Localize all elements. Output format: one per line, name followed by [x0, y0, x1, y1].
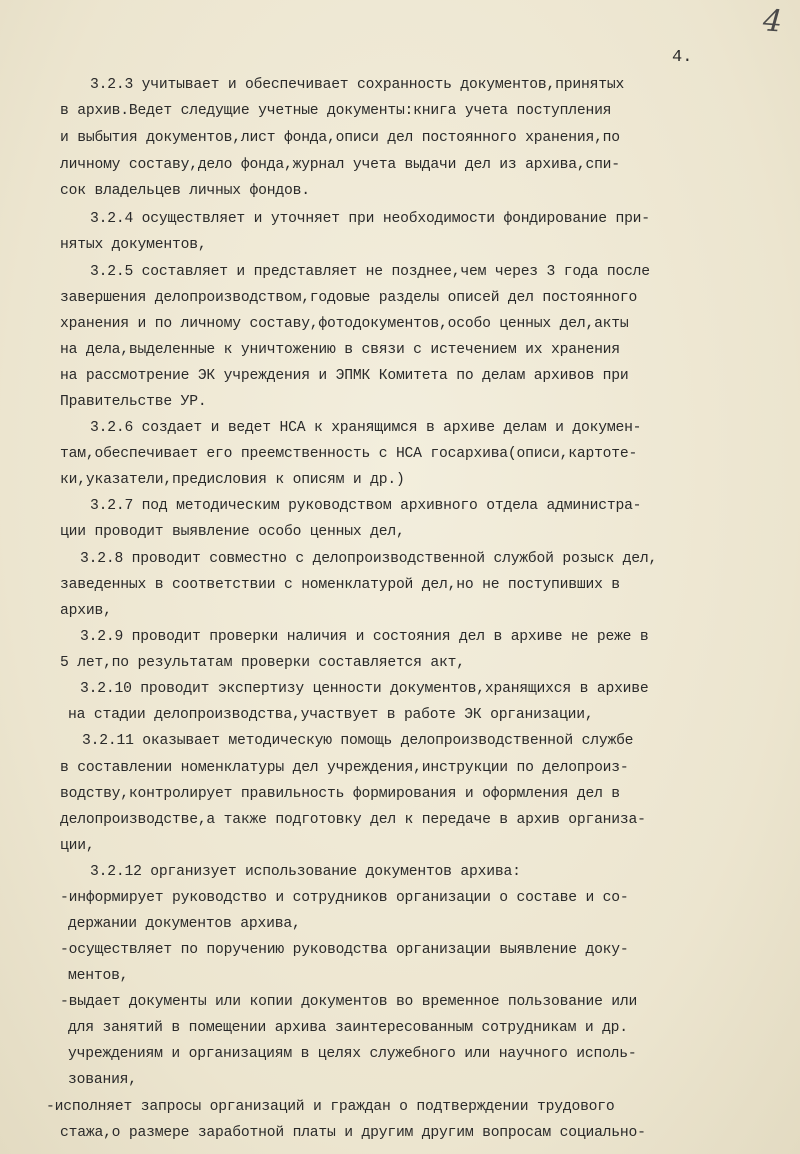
text-line: -исполняет запросы организаций и граждан о подтверждении трудового	[46, 1099, 615, 1115]
text-line: 3.2.4 осуществляет и уточняет при необходимости фондирование при-	[90, 211, 650, 227]
text-line: 5 лет,по результатам проверки составляется акт,	[60, 655, 465, 671]
text-line: водству,контролирует правильность формирования и оформления дел в	[60, 786, 620, 802]
text-line: зования,	[68, 1072, 137, 1088]
text-line: там,обеспечивает его преемственность с НСА госархива(описи,картоте-	[60, 446, 638, 462]
text-line: и выбытия документов,лист фонда,описи дел постоянного хранения,по	[60, 130, 620, 146]
text-line: ментов,	[68, 968, 129, 984]
text-line: 3.2.8 проводит совместно с делопроизводственной службой розыск дел,	[80, 551, 658, 567]
text-line: стажа,о размере заработной платы и другим другим вопросам социально-	[60, 1125, 646, 1141]
text-line: ки,указатели,предисловия к описям и др.)	[60, 472, 405, 488]
text-line: на рассмотрение ЭК учреждения и ЭПМК Комитета по делам архивов при	[60, 368, 629, 384]
text-line: -осуществляет по поручению руководства организации выявление доку-	[60, 942, 629, 958]
text-line: личному составу,дело фонда,журнал учета выдачи дел из архива,спи-	[60, 157, 620, 173]
text-line: на дела,выделенные к уничтожению в связи с истечением их хранения	[60, 342, 620, 358]
text-line: 3.2.6 создает и ведет НСА к хранящимся в архиве делам и докумен-	[90, 420, 642, 436]
text-line: 3.2.3 учитывает и обеспечивает сохранность документов,принятых	[90, 77, 625, 93]
text-line: хранения и по личному составу,фотодокументов,особо ценных дел,акты	[60, 316, 629, 332]
text-line: 3.2.7 под методическим руководством архивного отдела администра-	[90, 498, 642, 514]
text-line: 3.2.12 организует использование документов архива:	[90, 864, 521, 880]
text-line: в архив.Ведет следущие учетные документы:книга учета поступления	[60, 103, 612, 119]
text-line: сок владельцев личных фондов.	[60, 183, 310, 199]
text-line: Правительстве УР.	[60, 394, 207, 410]
text-line: 3.2.9 проводит проверки наличия и состояния дел в архиве не реже в	[80, 629, 649, 645]
text-line: -выдает документы или копии документов во временное пользование или	[60, 994, 638, 1010]
text-line: 3.2.10 проводит экспертизу ценности документов,хранящихся в архиве	[80, 681, 649, 697]
text-line: ции проводит выявление особо ценных дел,	[60, 524, 405, 540]
text-line: заведенных в соответствии с номенклатурой дел,но не поступивших в	[60, 577, 620, 593]
text-line: в составлении номенклатуры дел учреждения,инструкции по делопроиз-	[60, 760, 629, 776]
text-line: делопроизводстве,а также подготовку дел к передаче в архив организа-	[60, 812, 646, 828]
text-line: 3.2.11 оказывает методическую помощь делопроизводственной службе	[82, 733, 634, 749]
text-line: -информирует руководство и сотрудников организации о составе и со-	[60, 890, 629, 906]
text-line: на стадии делопроизводства,участвует в работе ЭК организации,	[68, 707, 594, 723]
text-line: учреждениям и организациям в целях служебного или научного исполь-	[68, 1046, 637, 1062]
text-line: 3.2.5 составляет и представляет не позднее,чем через 3 года после	[90, 264, 650, 280]
text-line: для занятий в помещении архива заинтересованным сотрудникам и др.	[68, 1020, 628, 1036]
text-line: держании документов архива,	[68, 916, 301, 932]
handwritten-page-number: 4	[761, 3, 784, 40]
text-line: ции,	[60, 838, 95, 854]
text-line: завершения делопроизводством,годовые разделы описей дел постоянного	[60, 290, 638, 306]
text-line: нятых документов,	[60, 237, 207, 253]
text-line: архив,	[60, 603, 112, 619]
page-number: 4.	[672, 48, 693, 67]
